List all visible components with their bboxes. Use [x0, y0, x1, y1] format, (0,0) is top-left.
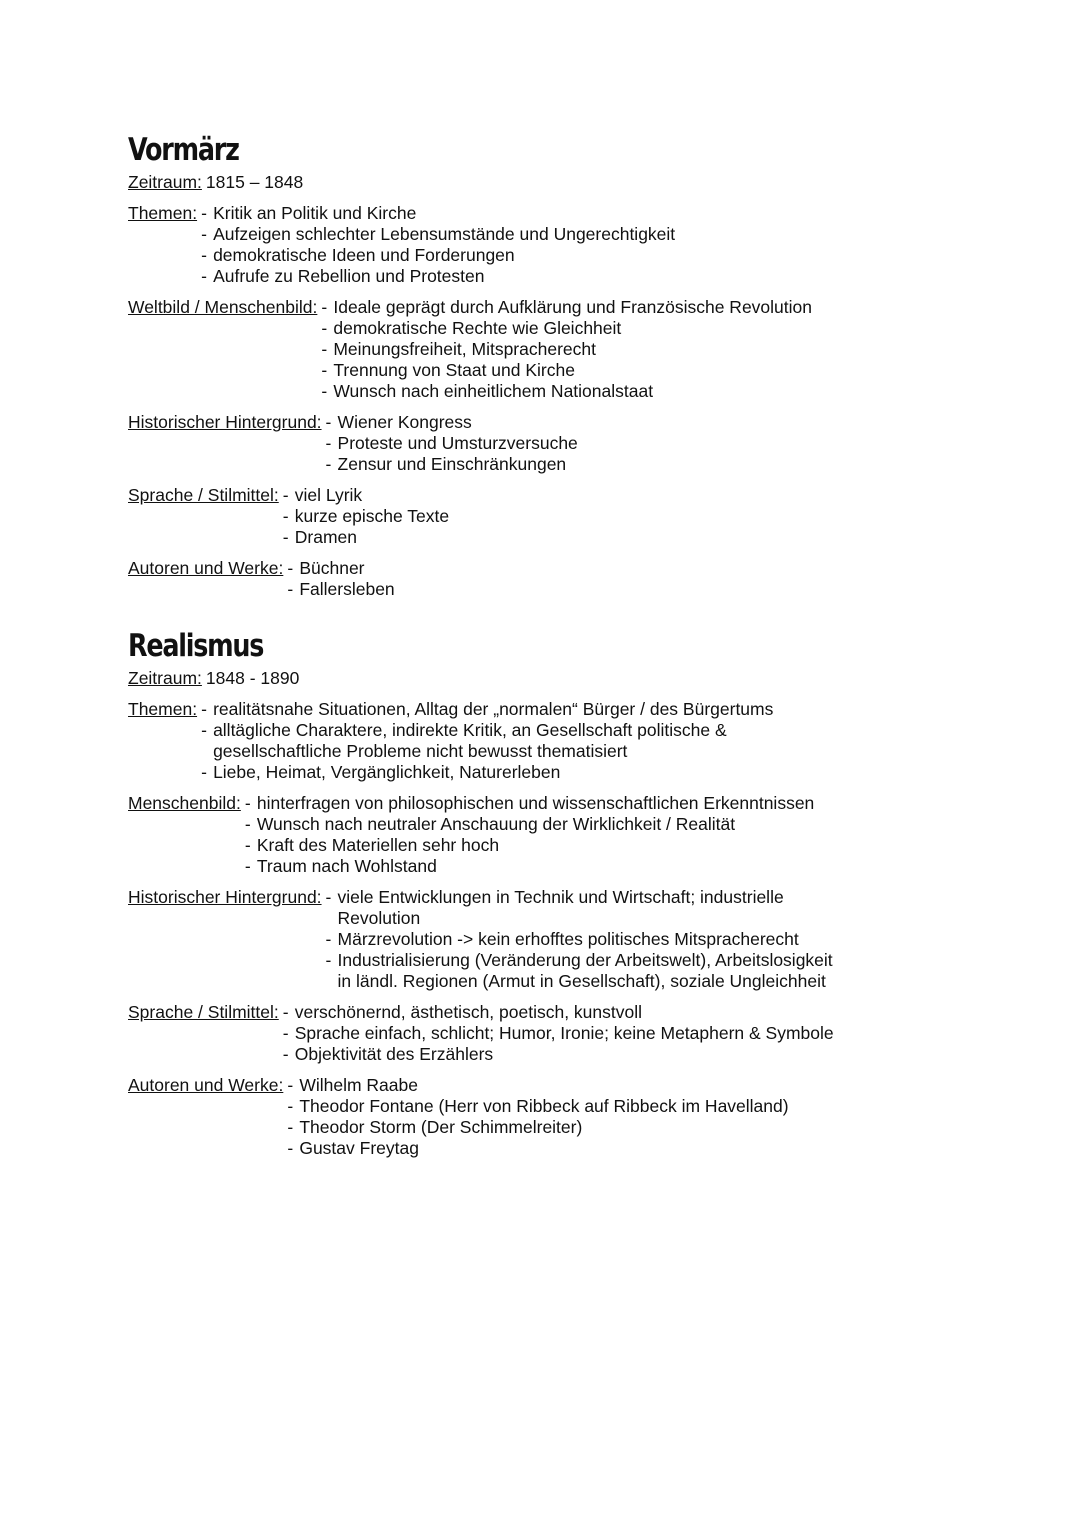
item-list: [326, 412, 578, 475]
field-autoren-werke: [128, 1075, 1028, 1159]
list-item: - demokratische Rechte wie Gleichheit: [321, 318, 812, 339]
field-label: Autoren und Werke:: [128, 1075, 284, 1095]
list-item: - Sprache einfach, schlicht; Humor, Ironie; keine Metaphern & Symbole: [283, 1023, 834, 1044]
item-list: [287, 558, 394, 600]
list-item: - Fallersleben: [287, 579, 394, 600]
list-item: - Objektivität des Erzählers: [283, 1044, 834, 1065]
field-autoren-werke: [128, 558, 1028, 600]
field-themen: [128, 699, 1028, 783]
list-item: - Meinungsfreiheit, Mitspracherecht: [321, 339, 812, 360]
list-item: - Aufrufe zu Rebellion und Protesten: [201, 266, 675, 287]
field-themen: [128, 203, 1028, 287]
item-list: [245, 793, 814, 877]
item-list: [321, 297, 812, 402]
item-list: [287, 1075, 788, 1159]
list-item: - Wunsch nach neutraler Anschauung der Wirklichkeit / Realität: [245, 814, 814, 835]
field-label: Historischer Hintergrund:: [128, 887, 322, 907]
field-zeitraum: [128, 172, 1028, 193]
field-label: Sprache / Stilmittel:: [128, 1002, 279, 1022]
list-item: - Trennung von Staat und Kirche: [321, 360, 812, 381]
list-item: - Industrialisierung (Veränderung der Arbeitswelt), Arbeitslosigkeit: [326, 950, 833, 971]
section-title: Realismus: [128, 628, 264, 664]
field-label: Themen:: [128, 699, 198, 719]
item-list: [326, 887, 833, 992]
section-vormaerz: [128, 128, 1028, 600]
list-item: - Zensur und Einschränkungen: [326, 454, 578, 475]
list-item: - Wilhelm Raabe: [287, 1075, 788, 1096]
field-label: Zeitraum:: [128, 172, 202, 192]
list-item: - alltägliche Charaktere, indirekte Kritik, an Gesellschaft politische &: [201, 720, 773, 741]
list-item: - Traum nach Wohlstand: [245, 856, 814, 877]
field-sprache-stilmittel: [128, 1002, 1028, 1065]
list-item: - Wunsch nach einheitlichem Nationalstaat: [321, 381, 812, 402]
list-item: - realitätsnahe Situationen, Alltag der „normalen“ Bürger / des Bürgertums: [201, 699, 773, 720]
field-value: 1815 – 1848: [205, 172, 304, 192]
field-value: 1848 - 1890: [205, 668, 300, 688]
field-sprache-stilmittel: [128, 485, 1028, 548]
field-label: Autoren und Werke:: [128, 558, 284, 578]
list-item: - kurze epische Texte: [283, 506, 449, 527]
list-item-continuation: gesellschaftliche Probleme nicht bewusst thematisiert: [213, 741, 628, 761]
field-historischer-hintergrund: [128, 887, 1028, 992]
item-list: [283, 485, 449, 548]
list-item: - hinterfragen von philosophischen und wissenschaftlichen Erkenntnissen: [245, 793, 814, 814]
item-list: [201, 699, 773, 783]
document-page: [128, 128, 1028, 1159]
item-list: [201, 203, 675, 287]
field-label: Sprache / Stilmittel:: [128, 485, 279, 505]
list-item: - Theodor Storm (Der Schimmelreiter): [287, 1117, 788, 1138]
list-item: - Liebe, Heimat, Vergänglichkeit, Naturerleben: [201, 762, 773, 783]
field-zeitraum: [128, 668, 1028, 689]
list-item: - Märzrevolution -> kein erhofftes politisches Mitspracherecht: [326, 929, 833, 950]
field-label: Weltbild / Menschenbild:: [128, 297, 318, 317]
field-label: Themen:: [128, 203, 198, 223]
list-item-continuation: Revolution: [337, 908, 421, 928]
field-historischer-hintergrund: [128, 412, 1028, 475]
list-item: - viel Lyrik: [283, 485, 449, 506]
list-item: - Dramen: [283, 527, 449, 548]
list-item: - Wiener Kongress: [326, 412, 578, 433]
field-label: Menschenbild:: [128, 793, 241, 813]
item-list: [283, 1002, 834, 1065]
list-item: - Proteste und Umsturzversuche: [326, 433, 578, 454]
list-item: - verschönernd, ästhetisch, poetisch, kunstvoll: [283, 1002, 834, 1023]
list-item-continuation: in ländl. Regionen (Armut in Gesellschaft), soziale Ungleichheit: [337, 971, 826, 991]
list-item: - Gustav Freytag: [287, 1138, 788, 1159]
field-weltbild: [128, 297, 1028, 402]
list-item: - Büchner: [287, 558, 394, 579]
field-label: Zeitraum:: [128, 668, 202, 688]
list-item: - Aufzeigen schlechter Lebensumstände und Ungerechtigkeit: [201, 224, 675, 245]
list-item: - Kraft des Materiellen sehr hoch: [245, 835, 814, 856]
list-item: - demokratische Ideen und Forderungen: [201, 245, 675, 266]
list-item: - viele Entwicklungen in Technik und Wirtschaft; industrielle: [326, 887, 833, 908]
list-item: - Theodor Fontane (Herr von Ribbeck auf Ribbeck im Havelland): [287, 1096, 788, 1117]
field-label: Historischer Hintergrund:: [128, 412, 322, 432]
field-menschenbild: [128, 793, 1028, 877]
section-title: Vormärz: [128, 132, 239, 168]
section-realismus: [128, 624, 1028, 1159]
list-item: - Kritik an Politik und Kirche: [201, 203, 675, 224]
list-item: - Ideale geprägt durch Aufklärung und Französische Revolution: [321, 297, 812, 318]
